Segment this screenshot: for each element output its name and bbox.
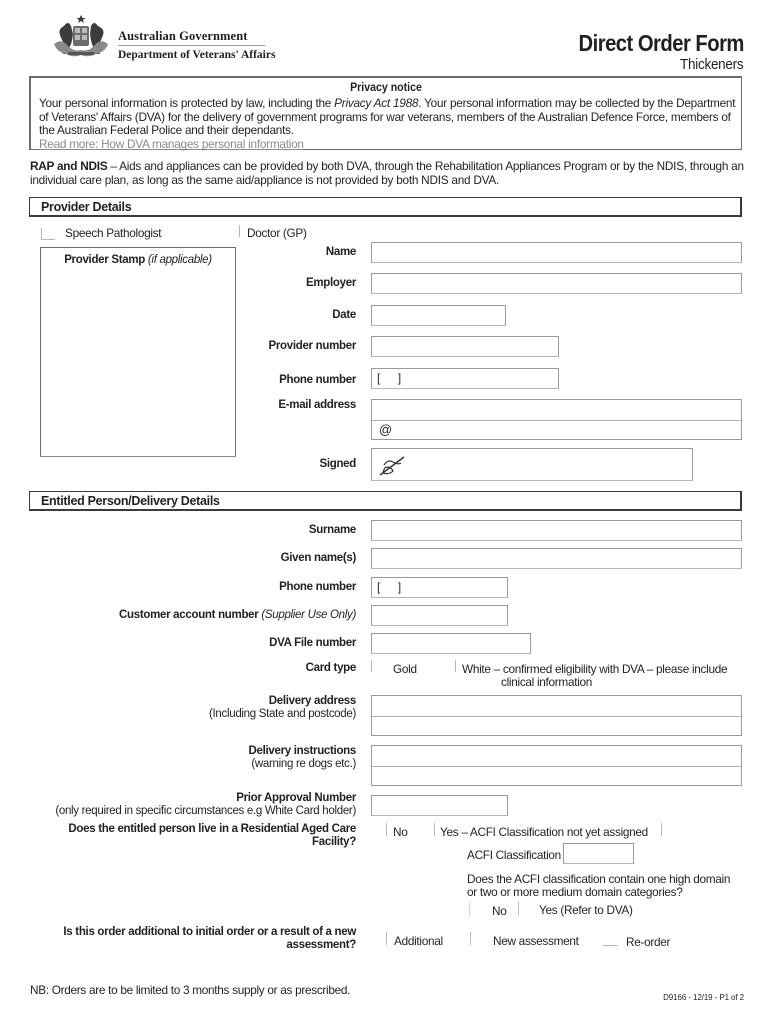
section-title: Entitled Person/Delivery Details	[41, 494, 220, 508]
signature-input[interactable]	[371, 448, 693, 481]
delivery-instructions-label: Delivery instructions	[248, 745, 356, 757]
racf-question: Does the entitled person live in a Residential Aged Care	[68, 823, 356, 835]
privacy-body	[39, 97, 739, 151]
delivery-address-label: Delivery address	[268, 695, 356, 707]
privacy-title: Privacy notice	[350, 82, 422, 94]
order-type-question: Is this order additional to initial order or a result of a new	[63, 926, 356, 938]
order-additional-checkbox[interactable]	[386, 932, 394, 945]
provider-stamp-underline	[40, 456, 236, 457]
acfi-classification-label: ACFI Classification	[467, 848, 561, 862]
employer-label: Employer	[305, 277, 356, 289]
area-code-brackets: [ ]	[377, 371, 401, 385]
dva-file-input[interactable]	[371, 633, 531, 654]
dva-file-label: DVA File number	[269, 637, 356, 649]
acfi-domain-no-label: No	[492, 904, 507, 918]
privacy-text-cont: . Your personal information may be collected by the Department of Veterans' Affairs (DVA) for the delivery of government programs for war veterans, members of the Australian Defence Force, members of the Australian Federal Police and their dependants.	[39, 96, 736, 137]
provider-stamp-label	[40, 254, 236, 266]
order-reorder-label: Re-order	[626, 935, 671, 949]
signed-label: Signed	[319, 458, 356, 470]
acfi-classification-input[interactable]	[563, 843, 634, 864]
coat-of-arms-icon	[50, 14, 112, 60]
acfi-domain-question: Does the ACFI classification contain one high domain	[467, 872, 731, 886]
order-type-question-cont: assessment?	[286, 939, 356, 951]
speech-pathologist-label: Speech Pathologist	[65, 226, 162, 240]
provider-phone-input[interactable]	[371, 368, 559, 389]
delivery-instructions-input[interactable]	[371, 745, 742, 786]
racf-question-cont: Facility?	[312, 836, 356, 848]
surname-label: Surname	[308, 524, 356, 536]
customer-account-label	[119, 609, 356, 621]
privacy-act-name: Privacy Act 1988	[334, 96, 419, 110]
provider-number-label: Provider number	[268, 340, 356, 352]
section-title: Provider Details	[41, 200, 132, 214]
form-title: Direct Order Form	[578, 30, 744, 56]
acfi-domain-question-cont: or two or more medium domain categories?	[467, 885, 683, 899]
given-names-input[interactable]	[371, 548, 742, 569]
name-label: Name	[325, 246, 356, 258]
surname-input[interactable]	[371, 520, 742, 541]
header-divider	[118, 45, 265, 46]
prior-approval-label: Prior Approval Number	[236, 792, 356, 804]
given-names-label: Given name(s)	[280, 552, 356, 564]
privacy-read-more-link[interactable]: Read more: How DVA manages personal information	[39, 136, 304, 151]
speech-pathologist-checkbox[interactable]	[41, 228, 55, 240]
at-symbol: @	[379, 422, 393, 437]
stamp-label-bold: Provider Stamp	[64, 254, 145, 266]
doctor-gp-label: Doctor (GP)	[247, 226, 307, 240]
acfi-domain-yes-label: Yes (Refer to DVA)	[539, 903, 633, 917]
provider-number-input[interactable]	[371, 336, 559, 357]
provider-stamp-box[interactable]	[40, 247, 236, 457]
customer-account-label-bold: Customer account number	[119, 609, 259, 621]
area-code-brackets: [ ]	[377, 580, 401, 594]
form-subtitle: Thickeners	[679, 56, 743, 73]
email-input[interactable]	[371, 399, 742, 440]
signature-pen-icon	[378, 453, 408, 480]
entitled-phone-label: Phone number	[279, 581, 356, 593]
delivery-address-sub: (Including State and postcode)	[209, 708, 356, 720]
date-label: Date	[332, 309, 356, 321]
privacy-text: Your personal information is protected by law, including the	[39, 96, 335, 110]
racf-yes-label: Yes – ACFI Classification not yet assigned	[440, 825, 648, 839]
rap-ndis-text: – Aids and appliances can be provided by both DVA, through the Rehabilitation Appliances Program or by the NDIS, through an individual care plan, as long as the same aid/appliance is not provided by both NDIS and DVA.	[30, 159, 744, 187]
email-split-line	[372, 420, 741, 421]
privacy-notice	[29, 76, 742, 150]
employer-input[interactable]	[371, 273, 742, 294]
racf-no-label: No	[393, 825, 408, 839]
address-split-line	[372, 716, 741, 717]
racf-yes-end-marker	[661, 823, 669, 836]
order-limit-note: NB: Orders are to be limited to 3 months supply or as prescribed.	[30, 983, 351, 997]
stamp-label-note: (if applicable)	[147, 254, 212, 266]
delivery-address-input[interactable]	[371, 695, 742, 736]
rap-ndis-notice	[30, 159, 745, 187]
customer-account-input[interactable]	[371, 605, 508, 626]
form-code: D9166 - 12/19 - P1 of 2	[663, 993, 744, 1002]
card-gold-label: Gold	[393, 662, 417, 676]
delivery-instructions-sub: (warning re dogs etc.)	[251, 758, 356, 770]
prior-approval-input[interactable]	[371, 795, 508, 816]
card-gold-checkbox[interactable]	[371, 660, 383, 672]
entitled-person-header	[29, 491, 742, 511]
card-white-label-cont: clinical information	[501, 675, 593, 689]
order-reorder-checkbox[interactable]	[603, 933, 618, 946]
department-name: Department of Veterans' Affairs	[118, 49, 276, 61]
prior-approval-sub: (only required in specific circumstances e.g White Card holder)	[55, 805, 356, 817]
order-new-assessment-checkbox[interactable]	[470, 932, 478, 945]
order-new-assessment-label: New assessment	[493, 934, 579, 948]
date-input[interactable]	[371, 305, 506, 326]
customer-account-note: (Supplier Use Only)	[261, 609, 356, 621]
provider-phone-label: Phone number	[279, 374, 356, 386]
entitled-phone-input[interactable]	[371, 577, 508, 598]
rap-ndis-heading: RAP and NDIS	[30, 159, 108, 173]
card-white-label: White – confirmed eligibility with DVA – please include	[462, 662, 728, 676]
acfi-domain-no-checkbox[interactable]	[469, 902, 477, 915]
government-title: Australian Government	[118, 29, 248, 43]
provider-details-header	[29, 197, 742, 217]
acfi-domain-yes-checkbox[interactable]	[518, 902, 526, 915]
order-additional-label: Additional	[394, 934, 443, 948]
instructions-split-line	[372, 766, 741, 767]
email-label: E-mail address	[278, 399, 356, 411]
provider-name-input[interactable]	[371, 242, 742, 263]
card-type-label: Card type	[305, 662, 356, 674]
